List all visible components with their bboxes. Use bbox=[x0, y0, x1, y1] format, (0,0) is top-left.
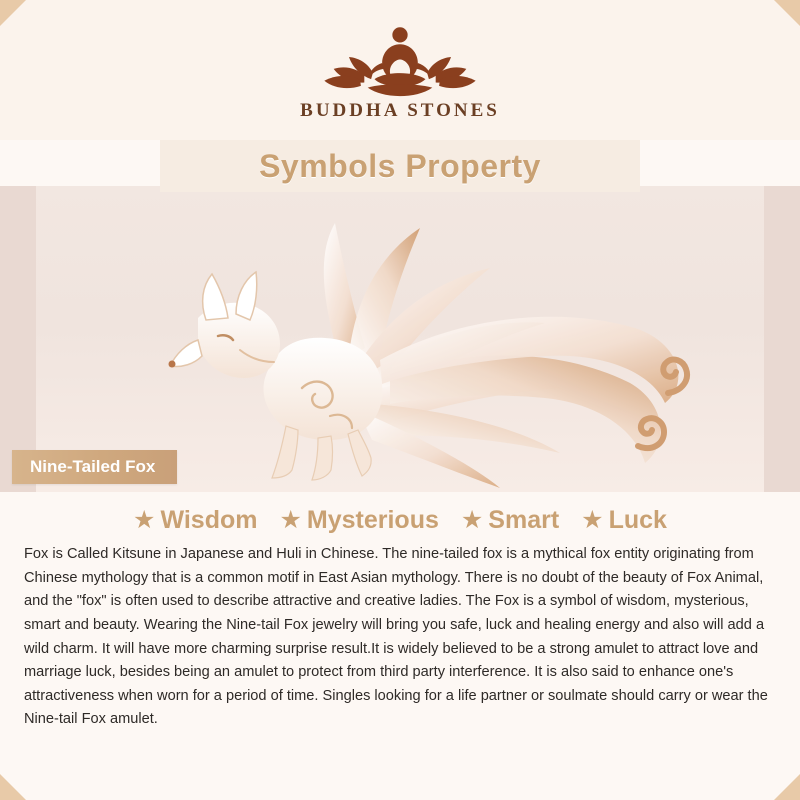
page-title: Symbols Property bbox=[259, 147, 541, 184]
hero-side-band-left bbox=[0, 186, 36, 492]
hero-caption-ribbon bbox=[12, 450, 177, 484]
nine-tailed-fox-illustration bbox=[90, 188, 710, 488]
star-icon: ★ bbox=[133, 506, 156, 534]
brand-name: BUDDHA STONES bbox=[300, 100, 500, 121]
description-paragraph: Fox is Called Kitsune in Japanese and Huli in Chinese. The nine-tailed fox is a mythical fox entity originating from Chinese mythology that is a common motif in East Asian mythology. There is no doubt of the beauty of Fox Animal, and the "fox" is often used to describe attractive and creative ladies. The Fox is a symbol of wisdom, mysterious, smart and beauty. Wearing the Nine-tail Fox jewelry will bring you safe, luck and healing energy and also will add a wild charm. It will have more charming surprise result.It is widely believed to be a strong amulet to attract love and marriage luck, besides being an amulet to protect from third party interference. It is also said to enhance one's attractiveness when worn for a period of time. Singles looking for a life partner or soulmate should carry or wear the Nine-tail Fox amulet. bbox=[24, 546, 768, 728]
attributes-row bbox=[0, 492, 800, 541]
attribute-wisdom bbox=[133, 506, 257, 535]
corner-decoration-top-left bbox=[0, 0, 26, 26]
attribute-label: Smart bbox=[488, 506, 560, 534]
star-icon: ★ bbox=[279, 506, 302, 534]
attribute-mysterious bbox=[279, 506, 438, 535]
footer-spacer bbox=[0, 732, 800, 750]
lotus-meditation-figure-icon bbox=[315, 16, 485, 98]
corner-decoration-top-right bbox=[774, 0, 800, 26]
corner-decoration-bottom-left bbox=[0, 774, 26, 800]
attribute-label: Wisdom bbox=[160, 506, 258, 534]
attribute-label: Luck bbox=[608, 506, 667, 534]
star-icon: ★ bbox=[460, 506, 484, 534]
attribute-luck bbox=[581, 506, 667, 535]
hero-caption-text: Nine-Tailed Fox bbox=[30, 457, 156, 476]
star-icon: ★ bbox=[581, 506, 604, 534]
hero-illustration-area bbox=[0, 186, 800, 492]
attribute-label: Mysterious bbox=[306, 506, 439, 534]
header bbox=[0, 0, 800, 140]
hero-side-band-right bbox=[764, 186, 800, 492]
title-bar bbox=[160, 140, 640, 192]
corner-decoration-bottom-right bbox=[774, 774, 800, 800]
attribute-smart bbox=[461, 506, 559, 535]
